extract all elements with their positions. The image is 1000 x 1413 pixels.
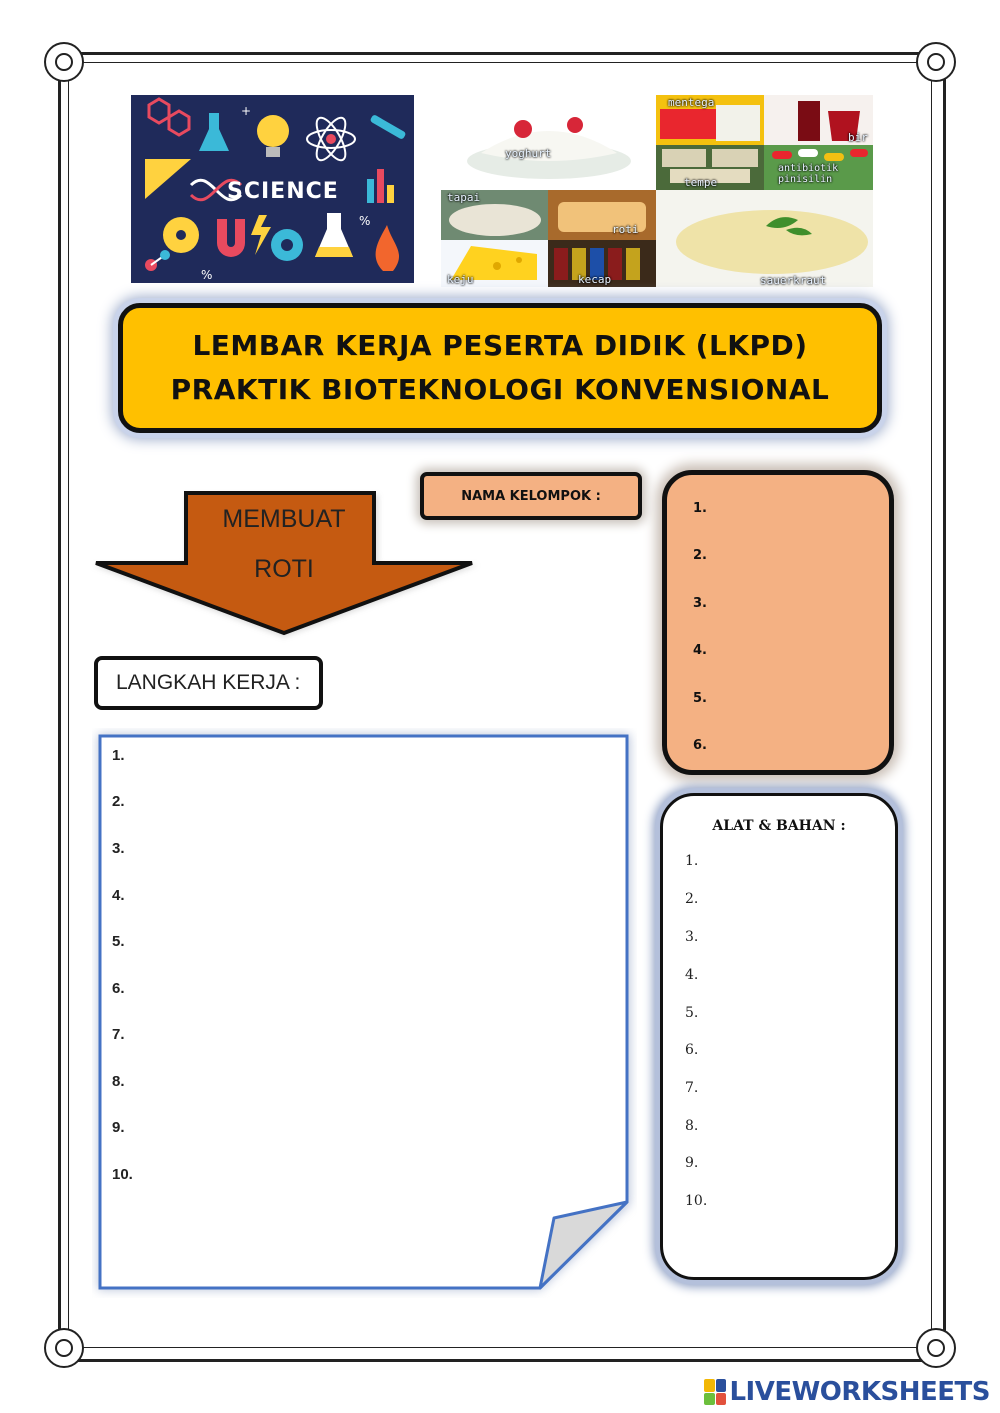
step-number: 5. [112, 933, 125, 950]
sauerkraut-photo [656, 190, 873, 287]
group-name-label: NAMA KELOMPOK : [420, 472, 642, 520]
material-number: 3. [685, 929, 699, 945]
group-members-box[interactable] [662, 470, 894, 775]
food-label: yoghurt [505, 147, 552, 160]
food-label: roti [612, 223, 639, 236]
activity-title-line1: MEMBUAT [222, 505, 346, 533]
tapai-photo [441, 190, 548, 240]
soy-sauce-photo [548, 240, 656, 287]
step-number: 6. [112, 980, 125, 997]
member-number: 2. [693, 548, 707, 563]
food-label: mentega [668, 96, 715, 109]
member-number: 1. [693, 501, 707, 516]
antibiotic-photo [764, 145, 873, 190]
bread-photo [548, 190, 656, 240]
member-number: 4. [693, 643, 707, 658]
step-number: 3. [112, 840, 125, 857]
liveworksheets-logo [704, 1377, 990, 1407]
material-number: 9. [685, 1155, 699, 1171]
svg-text:%: % [201, 268, 213, 282]
steps-label: LANGKAH KERJA : [94, 656, 323, 710]
material-number: 4. [685, 967, 699, 983]
cheese-photo [441, 240, 548, 287]
material-number: 7. [685, 1080, 699, 1096]
tempe-photo [656, 145, 764, 190]
step-number: 7. [112, 1026, 125, 1043]
member-number: 5. [693, 691, 707, 706]
food-label: bir [848, 131, 868, 144]
member-number: 6. [693, 738, 707, 753]
science-illustration [131, 95, 414, 283]
frame-corner-ornament [916, 1328, 956, 1368]
food-label: sauerkraut [760, 274, 827, 287]
food-label: tapai [447, 191, 481, 204]
frame-corner-ornament [44, 1328, 84, 1368]
step-number: 8. [112, 1073, 125, 1090]
food-label: kecap [578, 273, 612, 286]
liveworksheets-badge-icon [704, 1379, 726, 1405]
svg-text:+: + [241, 104, 252, 118]
material-number: 5. [685, 1005, 699, 1021]
material-number: 6. [685, 1042, 699, 1058]
steps-panel[interactable] [92, 728, 637, 1298]
material-number: 8. [685, 1118, 699, 1134]
material-number: 10. [685, 1193, 708, 1209]
step-number: 1. [112, 747, 125, 764]
svg-text:%: % [359, 214, 371, 228]
food-label: antibiotik pinisilin [778, 163, 839, 185]
step-number: 2. [112, 793, 125, 810]
step-number: 4. [112, 887, 125, 904]
worksheet-subtitle: PRAKTIK BIOTEKNOLOGI KONVENSIONAL [170, 373, 830, 406]
science-label: SCIENCE [227, 179, 339, 204]
member-number: 3. [693, 596, 707, 611]
step-number: 10. [112, 1166, 133, 1183]
yoghurt-photo [441, 95, 656, 190]
material-number: 1. [685, 853, 699, 869]
worksheet-title-banner [118, 303, 882, 433]
material-number: 2. [685, 891, 699, 907]
materials-box[interactable] [660, 793, 898, 1280]
worksheet-title: LEMBAR KERJA PESERTA DIDIK (LKPD) [192, 329, 808, 362]
materials-title: ALAT & BAHAN : [712, 818, 846, 834]
brand-name: LIVEWORKSHEETS [729, 1377, 990, 1407]
food-label: keju [447, 273, 474, 286]
frame-corner-ornament [44, 42, 84, 82]
frame-corner-ornament [916, 42, 956, 82]
step-number: 9. [112, 1119, 125, 1136]
activity-title-line2: ROTI [254, 555, 314, 583]
food-label: tempe [684, 176, 718, 189]
butter-photo [656, 95, 764, 145]
beer-photo [764, 95, 873, 145]
